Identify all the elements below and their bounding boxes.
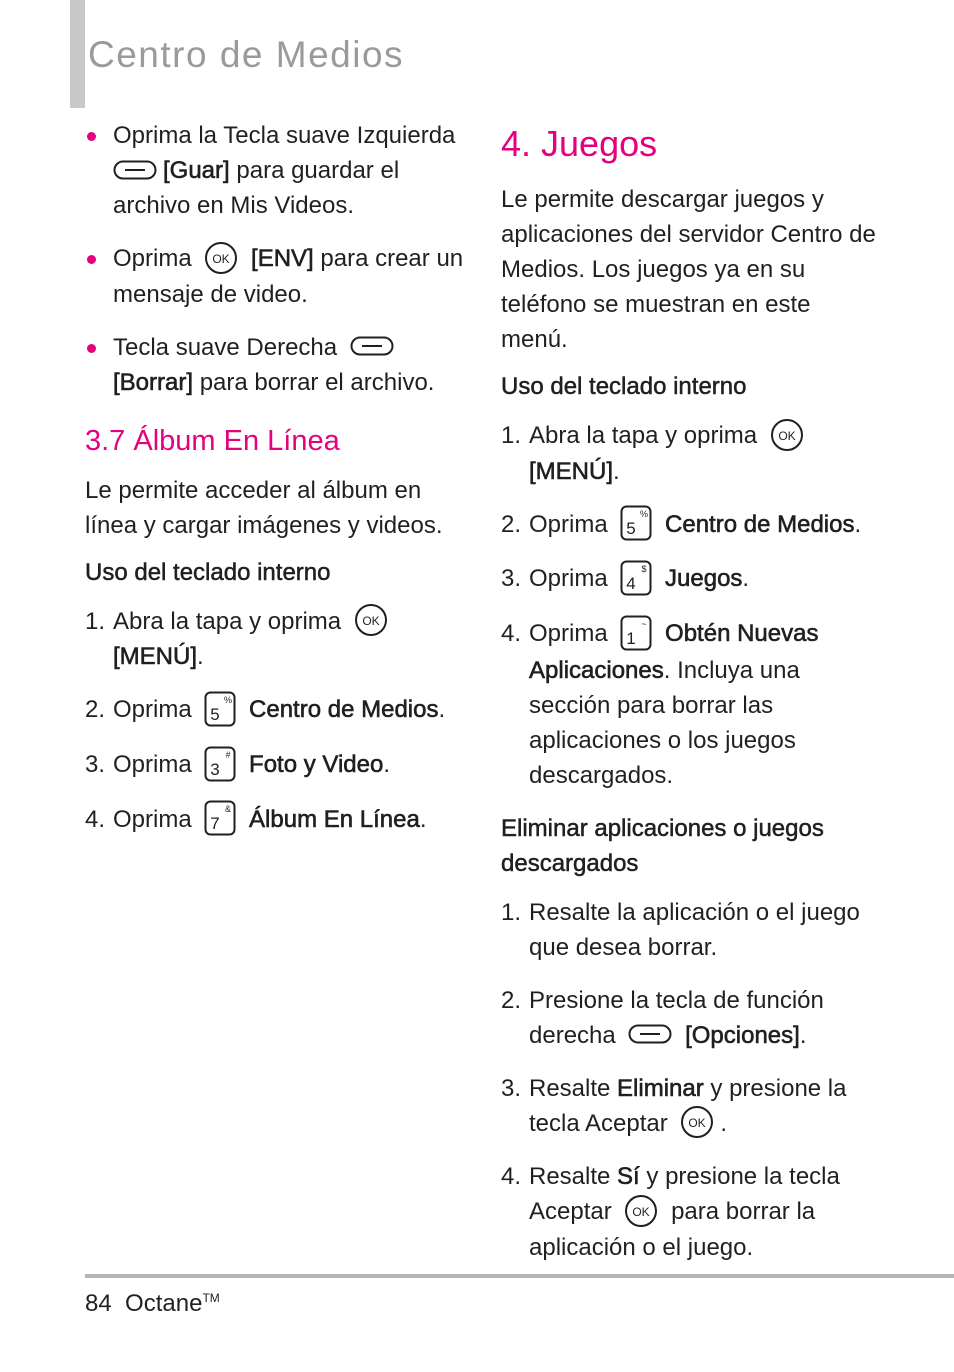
bullet-text: para borrar el archivo. bbox=[199, 368, 435, 396]
svg-text:5: 5 bbox=[626, 519, 637, 539]
step-number: 1. bbox=[501, 898, 522, 926]
ok-key-icon bbox=[204, 241, 238, 275]
step-text: Oprima bbox=[113, 805, 192, 833]
step-text: . bbox=[799, 1021, 807, 1049]
number-key-icon bbox=[620, 615, 652, 651]
list-item bbox=[501, 561, 881, 598]
step-text: Abra la tapa y oprima bbox=[113, 607, 342, 635]
key-label: [ENV] bbox=[251, 245, 314, 272]
softkey-icon bbox=[350, 336, 394, 356]
softkey-icon bbox=[628, 1024, 672, 1044]
step-text: . Incluya una sección para borrar las aplicaciones o los juegos descargados. bbox=[529, 656, 800, 789]
step-text: Oprima bbox=[113, 750, 192, 778]
header-bar bbox=[70, 0, 85, 108]
svg-text:OK: OK bbox=[212, 251, 231, 266]
ok-key-icon bbox=[770, 418, 804, 452]
step-number: 1. bbox=[501, 422, 522, 449]
list-item bbox=[85, 692, 465, 729]
step-text: Resalte bbox=[529, 1074, 611, 1102]
menu-label: Foto y Video bbox=[249, 750, 384, 778]
step-number: 3. bbox=[501, 565, 522, 593]
svg-text:OK: OK bbox=[778, 428, 796, 443]
bullet-dot bbox=[87, 132, 96, 141]
list-item bbox=[85, 747, 465, 784]
ok-key-icon bbox=[680, 1105, 714, 1139]
step-text: Resalte bbox=[529, 1163, 611, 1191]
step-text: . bbox=[720, 1109, 728, 1137]
step-number: 3. bbox=[85, 750, 106, 778]
menu-label: Centro de Medios bbox=[665, 510, 855, 538]
ok-key-icon bbox=[624, 1194, 658, 1228]
bullet-text: para guardar el archivo en Mis Videos. bbox=[113, 157, 400, 219]
menu-label: [MENÚ] bbox=[113, 643, 197, 671]
section-heading: 4. Juegos bbox=[501, 123, 658, 164]
step-text: para borrar la aplicación o el juego. bbox=[529, 1198, 816, 1261]
menu-label: Sí bbox=[617, 1163, 640, 1191]
step-text: Oprima bbox=[113, 696, 192, 724]
svg-text:#: # bbox=[225, 749, 231, 760]
number-key-icon bbox=[620, 505, 652, 541]
step-text: Abra la tapa y oprima bbox=[529, 422, 758, 449]
svg-text:1: 1 bbox=[626, 628, 637, 648]
bullet-item-env bbox=[85, 241, 465, 312]
svg-text:7: 7 bbox=[210, 814, 221, 834]
list-item bbox=[85, 802, 465, 839]
menu-label: Juegos bbox=[665, 565, 743, 593]
key-label: [Borrar] bbox=[113, 368, 194, 396]
list-item bbox=[501, 983, 881, 1053]
number-key-icon bbox=[204, 746, 236, 782]
softkey-icon bbox=[113, 160, 157, 180]
menu-label: Eliminar bbox=[617, 1074, 704, 1102]
section-heading: 3.7 Álbum En Línea bbox=[85, 424, 340, 457]
list-item bbox=[501, 1159, 881, 1265]
svg-text:&: & bbox=[225, 804, 232, 815]
menu-label: Obtén Nuevas Aplicaciones bbox=[529, 619, 819, 684]
step-text: . bbox=[383, 750, 391, 778]
step-number: 2. bbox=[501, 510, 522, 538]
svg-text:OK: OK bbox=[632, 1204, 651, 1219]
menu-label: Centro de Medios bbox=[249, 696, 439, 724]
svg-text:OK: OK bbox=[362, 614, 380, 629]
number-key-icon bbox=[620, 560, 652, 596]
step-number: 4. bbox=[501, 1163, 522, 1191]
footer-divider bbox=[85, 1274, 954, 1278]
bullet-text: para crear un mensaje de video. bbox=[113, 245, 464, 308]
step-text: . bbox=[613, 457, 620, 485]
menu-label: [Opciones] bbox=[685, 1021, 800, 1049]
footer bbox=[85, 1290, 220, 1318]
ok-key-icon bbox=[354, 603, 388, 637]
page-title: Centro de Medios bbox=[88, 34, 405, 75]
left-column bbox=[85, 118, 465, 856]
svg-text:5: 5 bbox=[210, 704, 221, 724]
step-text: y presione la tecla Aceptar bbox=[529, 1163, 840, 1226]
step-text: . bbox=[742, 565, 750, 593]
list-item bbox=[501, 895, 881, 965]
key-label: [Guar] bbox=[163, 157, 230, 184]
bullet-item-borrar bbox=[85, 330, 465, 400]
step-text: y presione la tecla Aceptar bbox=[529, 1074, 847, 1137]
list-item bbox=[501, 1071, 881, 1142]
trademark: TM bbox=[202, 1291, 220, 1305]
svg-text:$: $ bbox=[641, 563, 647, 574]
bullet-text: Oprima bbox=[113, 245, 192, 272]
number-key-icon bbox=[204, 800, 236, 836]
step-text: Resalte la aplicación o el juego que desea borrar. bbox=[529, 898, 860, 961]
list-item bbox=[501, 616, 881, 793]
step-number: 2. bbox=[85, 696, 106, 724]
number-key-icon bbox=[204, 691, 236, 727]
section-intro: Le permite acceder al álbum en línea y cargar imágenes y videos. bbox=[85, 476, 443, 539]
step-text: . bbox=[854, 510, 862, 538]
svg-text:3: 3 bbox=[210, 759, 221, 779]
svg-text:OK: OK bbox=[688, 1116, 707, 1131]
subheading: Uso del teclado interno bbox=[85, 558, 331, 586]
bullet-text: Oprima la Tecla suave Izquierda bbox=[113, 122, 456, 149]
right-column bbox=[501, 118, 881, 1283]
step-number: 2. bbox=[501, 986, 522, 1014]
svg-text:%: % bbox=[224, 694, 233, 705]
page-number: 84 bbox=[85, 1290, 112, 1317]
bullet-dot bbox=[87, 344, 96, 353]
list-item bbox=[501, 418, 881, 489]
step-text: . bbox=[438, 696, 446, 724]
brand-name: Octane bbox=[125, 1290, 203, 1317]
step-number: 3. bbox=[501, 1074, 522, 1102]
bullet-dot bbox=[87, 255, 96, 264]
step-text: Presione la tecla de función derecha bbox=[529, 986, 824, 1049]
menu-label: Álbum En Línea bbox=[249, 805, 420, 833]
bullet-item-guar bbox=[85, 118, 465, 223]
step-number: 4. bbox=[85, 805, 106, 833]
step-number: 1. bbox=[85, 607, 106, 635]
menu-label: [MENÚ] bbox=[529, 457, 613, 485]
list-item bbox=[85, 604, 465, 675]
bullet-text: Tecla suave Derecha bbox=[113, 333, 338, 361]
step-text: . bbox=[419, 805, 427, 833]
step-text: Oprima bbox=[529, 619, 608, 647]
step-text: Oprima bbox=[529, 565, 608, 593]
subheading: Uso del teclado interno bbox=[501, 373, 747, 400]
section-intro: Le permite descargar juegos y aplicaciones del servidor Centro de Medios. Los juegos ya en su teléfono se muestran en este menú. bbox=[501, 186, 876, 353]
list-item bbox=[501, 507, 881, 544]
svg-text:%: % bbox=[640, 509, 649, 520]
svg-text:4: 4 bbox=[626, 573, 637, 593]
step-text: Oprima bbox=[529, 510, 608, 538]
svg-text:~: ~ bbox=[641, 618, 647, 629]
step-number: 4. bbox=[501, 619, 522, 647]
subheading: Eliminar aplicaciones o juegos descargados bbox=[501, 814, 824, 877]
step-text: . bbox=[197, 643, 204, 671]
